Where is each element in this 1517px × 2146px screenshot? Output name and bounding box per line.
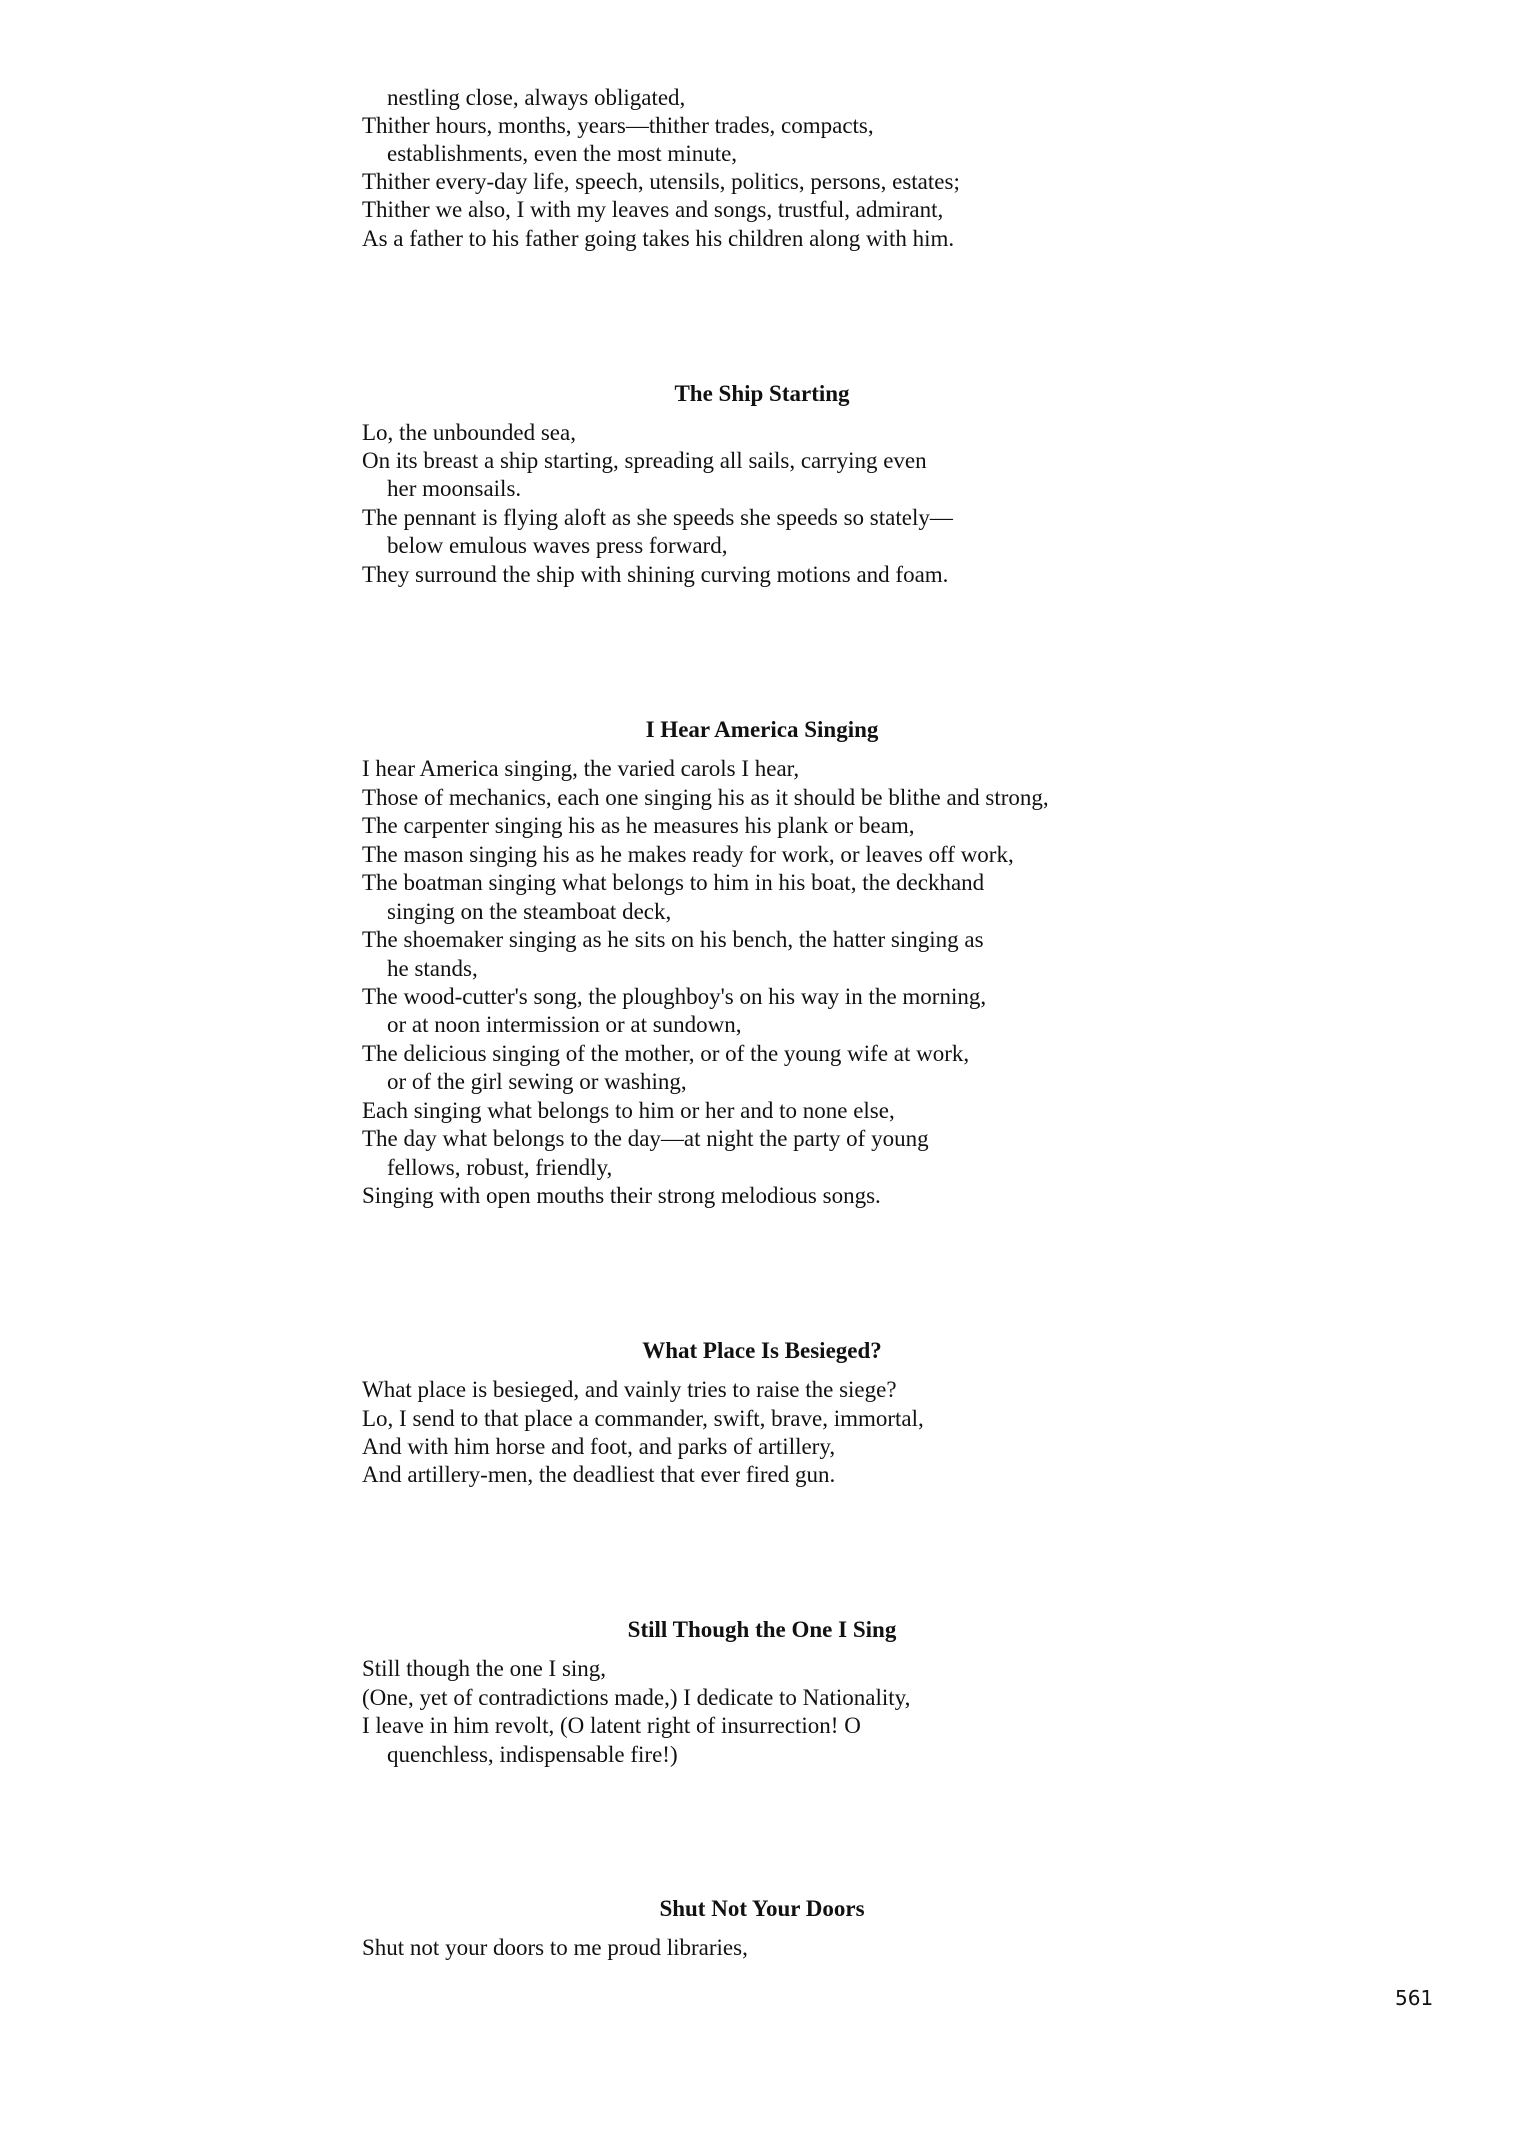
verse-line: singing on the steamboat deck,: [387, 899, 672, 924]
verse-line: Thither we also, I with my leaves and songs, trustful, admirant,: [362, 197, 944, 222]
verse-line: below emulous waves press forward,: [387, 533, 728, 558]
verse-line: her moonsails.: [387, 476, 522, 501]
verse-line: Lo, I send to that place a commander, swift, brave, immortal,: [362, 1406, 924, 1431]
verse-line: establishments, even the most minute,: [387, 141, 738, 166]
poem-title: What Place Is Besieged?: [642, 1338, 882, 1363]
verse-line: Still though the one I sing,: [362, 1656, 607, 1681]
poem-title: Still Though the One I Sing: [627, 1617, 897, 1642]
verse-line: nestling close, always obligated,: [387, 85, 686, 110]
verse-line: Thither every-day life, speech, utensils, politics, persons, estates;: [362, 169, 960, 194]
verse-line: The mason singing his as he makes ready for work, or leaves off work,: [362, 842, 1014, 867]
page-number: 561: [1395, 1986, 1434, 2010]
verse-line: As a father to his father going takes his children along with him.: [362, 226, 955, 251]
poem-title: The Ship Starting: [674, 381, 850, 406]
verse-line: Those of mechanics, each one singing his as it should be blithe and strong,: [362, 785, 1049, 810]
verse-line: fellows, robust, friendly,: [387, 1155, 613, 1180]
verse-line: The day what belongs to the day—at night the party of young: [362, 1126, 929, 1151]
verse-line: Singing with open mouths their strong melodious songs.: [362, 1183, 881, 1208]
verse-line: The pennant is flying aloft as she speeds she speeds so stately—: [362, 505, 953, 530]
verse-line: The carpenter singing his as he measures his plank or beam,: [362, 813, 915, 838]
verse-line: Each singing what belongs to him or her and to none else,: [362, 1098, 895, 1123]
poem-title: I Hear America Singing: [645, 717, 879, 742]
verse-line: he stands,: [387, 956, 478, 981]
verse-line: On its breast a ship starting, spreading all sails, carrying even: [362, 448, 927, 473]
verse-line: I hear America singing, the varied carols I hear,: [362, 756, 800, 781]
verse-line: And with him horse and foot, and parks of artillery,: [362, 1434, 836, 1459]
verse-line: The wood-cutter's song, the ploughboy's on his way in the morning,: [362, 984, 987, 1009]
poem-title: Shut Not Your Doors: [659, 1896, 865, 1921]
verse-line: quenchless, indispensable fire!): [387, 1742, 678, 1767]
verse-line: The shoemaker singing as he sits on his bench, the hatter singing as: [362, 927, 984, 952]
verse-line: (One, yet of contradictions made,) I dedicate to Nationality,: [362, 1685, 911, 1710]
verse-line: Lo, the unbounded sea,: [362, 420, 576, 445]
verse-line: They surround the ship with shining curving motions and foam.: [362, 562, 949, 587]
verse-line: And artillery-men, the deadliest that ever fired gun.: [362, 1462, 836, 1487]
verse-line: I leave in him revolt, (O latent right of insurrection! O: [362, 1713, 861, 1738]
verse-line: or of the girl sewing or washing,: [387, 1069, 687, 1094]
verse-line: The boatman singing what belongs to him in his boat, the deckhand: [362, 870, 985, 895]
verse-line: or at noon intermission or at sundown,: [387, 1012, 742, 1037]
verse-line: The delicious singing of the mother, or of the young wife at work,: [362, 1041, 970, 1066]
verse-line: Shut not your doors to me proud libraries,: [362, 1935, 748, 1960]
verse-line: Thither hours, months, years—thither trades, compacts,: [362, 113, 874, 138]
verse-line: What place is besieged, and vainly tries to raise the siege?: [362, 1377, 897, 1402]
